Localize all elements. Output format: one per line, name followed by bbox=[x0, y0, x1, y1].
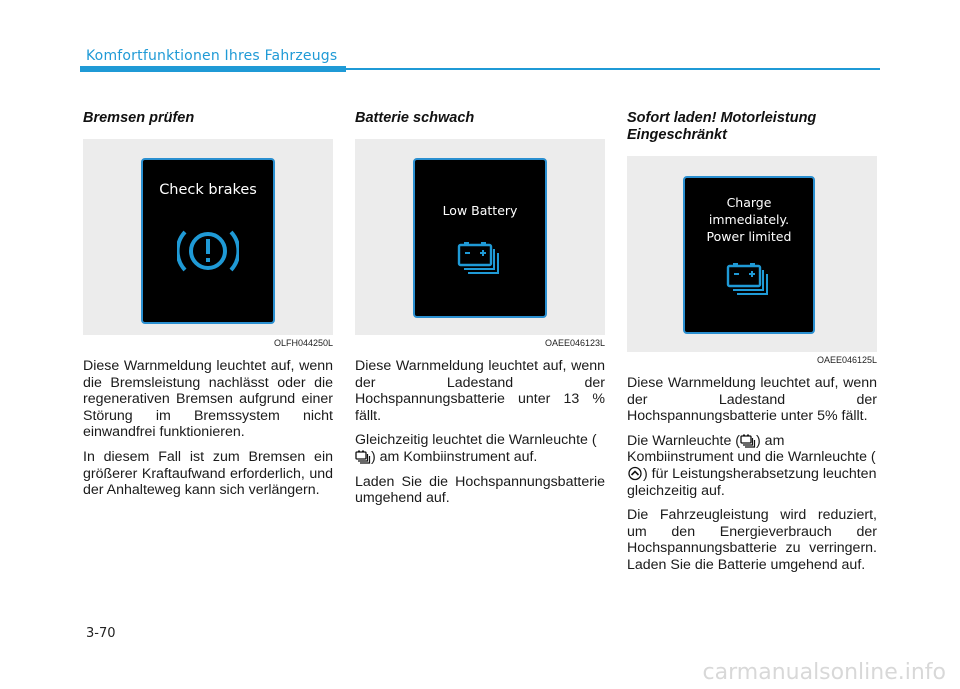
display-line: immediately. bbox=[708, 212, 790, 227]
power-limit-icon bbox=[627, 466, 643, 481]
section-sofort-laden bbox=[627, 110, 877, 574]
paragraph: Die Fahrzeugleistung wird reduziert, um den Energieverbrauch der Hochspannungsbatterie zu verringern. Laden Sie die Batterie umgehend auf. bbox=[627, 507, 877, 573]
paragraph: Diese Warnmeldung leuchtet auf, wenn der Ladestand der Hochspannungsbatterie unter 5% fällt. bbox=[627, 375, 877, 425]
watermark: carmanualsonline.info bbox=[702, 660, 946, 685]
battery-warning-icon bbox=[355, 449, 371, 464]
paragraph: Diese Warnmeldung leuchtet auf, wenn der Ladestand der Hochspannungsbatterie unter 13 % fällt. bbox=[355, 358, 605, 424]
page-number: 3-70 bbox=[86, 626, 116, 641]
battery-icon bbox=[456, 240, 504, 274]
display-line: Charge bbox=[726, 195, 772, 210]
header-rule-thick bbox=[80, 66, 346, 72]
display-screen bbox=[141, 158, 275, 324]
paragraph: Laden Sie die Hochspannungsbatterie umgehend auf. bbox=[355, 473, 605, 507]
section-bremsen-pruefen bbox=[83, 110, 333, 499]
section-batterie-schwach bbox=[355, 110, 605, 507]
display-text: Check brakes bbox=[159, 182, 257, 198]
paragraph-with-icon: Gleichzeitig leuchtet die Warnleuchte () am Kombiinstrument auf. bbox=[355, 432, 597, 465]
display-text: Low Battery bbox=[442, 203, 518, 218]
section-title: Batterie schwach bbox=[355, 110, 475, 126]
section-title: Sofort laden! Motorleistung Eingeschränkt bbox=[627, 110, 817, 143]
figure-code: OAEE046125L bbox=[816, 355, 877, 365]
display-screen bbox=[413, 158, 547, 318]
section-title: Bremsen prüfen bbox=[83, 110, 195, 126]
figure-check-brakes bbox=[83, 139, 333, 335]
paragraph: In diesem Fall ist zum Bremsen ein größerer Kraftaufwand erforderlich, und der Anhalteweg kann sich verlängern. bbox=[83, 448, 333, 499]
battery-warning-icon bbox=[740, 433, 756, 448]
display-screen bbox=[683, 176, 815, 334]
figure-code: OAEE046123L bbox=[544, 338, 605, 348]
paragraph-with-icons: Die Warnleuchte ( ) am Kombiinstrument und die Warnleuchte () für Leistungsherabsetzung leuchten gleichzeitig auf. bbox=[627, 432, 877, 499]
figure-low-battery bbox=[355, 139, 605, 335]
header-rule-thin bbox=[346, 68, 880, 70]
header-title: Komfortfunktionen Ihres Fahrzeugs bbox=[86, 48, 338, 64]
brake-warning-icon bbox=[177, 224, 239, 278]
figure-charge-immediately bbox=[627, 156, 877, 352]
battery-icon bbox=[725, 261, 773, 295]
display-line: Power limited bbox=[706, 229, 792, 244]
paragraph: Diese Warnmeldung leuchtet auf, wenn die Bremsleistung nachlässt oder die regenerativen Bremsen aufgrund einer Störung im Bremssystem nicht einwandfrei funktionieren. bbox=[83, 358, 333, 441]
figure-code: OLFH044250L bbox=[273, 338, 333, 348]
